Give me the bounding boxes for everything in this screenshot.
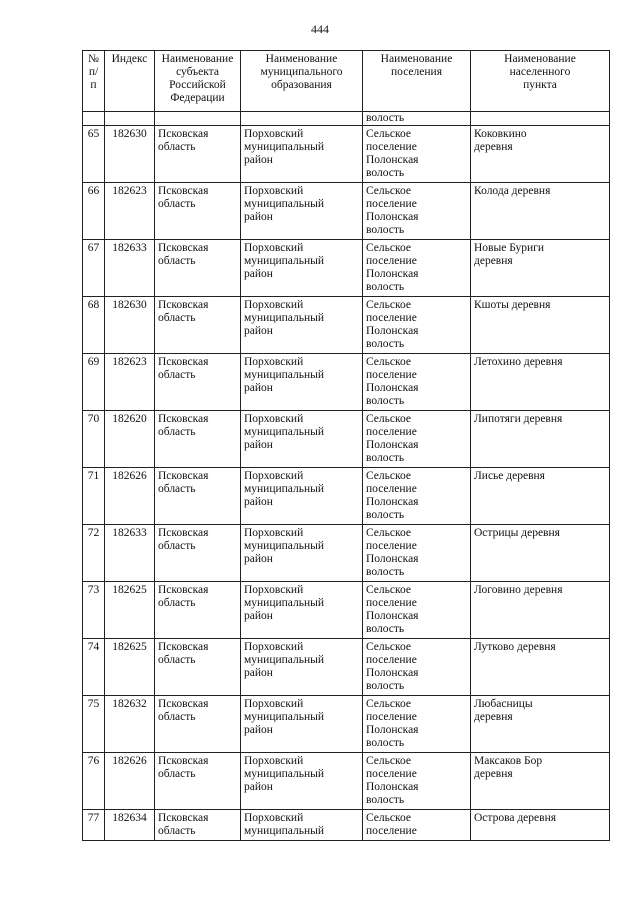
cell-line: Псковская [158, 356, 209, 368]
table-row [83, 810, 610, 841]
table-row [83, 183, 610, 240]
cell-line: деревня [474, 255, 513, 267]
row-settlement [363, 582, 471, 639]
cell-line: район [244, 268, 273, 280]
cell-line: Порховский [244, 755, 304, 767]
cell-line: Псковская [158, 698, 209, 710]
cell-line: муниципальный [244, 654, 325, 666]
cell-line: Сельское [366, 812, 412, 824]
row-locality [471, 126, 610, 183]
cell-line: муниципальный [244, 825, 325, 837]
row-subject [155, 297, 241, 354]
cell-line: Сельское [366, 698, 412, 710]
row-num: 70 [83, 411, 105, 468]
row-locality [471, 696, 610, 753]
cell-line: волость [366, 167, 405, 179]
cell-line: район [244, 154, 273, 166]
cell-line: волость [366, 509, 405, 521]
cell-line: Порховский [244, 299, 304, 311]
row-subject [155, 411, 241, 468]
cell-line: Федерации [170, 92, 225, 104]
cell-line: муниципальный [244, 597, 325, 609]
cell-line: муниципальный [244, 198, 325, 210]
row-subject [155, 126, 241, 183]
cell-line: Коковкино [474, 128, 527, 140]
cell-line: волость [366, 623, 405, 635]
row-subject [155, 582, 241, 639]
cell-line: Псковская [158, 470, 209, 482]
row-subject [155, 354, 241, 411]
cell-line: область [158, 654, 196, 666]
cell-line: субъекта [176, 66, 219, 78]
cell-line: Полонская [366, 154, 419, 166]
table-row [83, 753, 610, 810]
row-settlement [363, 468, 471, 525]
row-settlement [363, 810, 471, 841]
cell-line: поселение [366, 711, 417, 723]
header-locality [471, 51, 610, 112]
row-settlement [363, 297, 471, 354]
cell-line: Логовино деревня [474, 584, 563, 596]
table-row [83, 126, 610, 183]
cell-line: Полонская [366, 439, 419, 451]
cell-line: Псковская [158, 299, 209, 311]
header-num [83, 51, 105, 112]
table-row [83, 297, 610, 354]
header-index [105, 51, 155, 112]
cell-line: Полонская [366, 382, 419, 394]
cell-line: пункта [523, 79, 557, 91]
cell-line: Лутково деревня [474, 641, 556, 653]
cell-line: область [158, 768, 196, 780]
row-locality [471, 183, 610, 240]
cell-line: поселение [366, 825, 417, 837]
cell-line: поселение [366, 141, 417, 153]
cell-line: Порховский [244, 242, 304, 254]
cell-line: поселение [366, 768, 417, 780]
cell-line: муниципальный [244, 369, 325, 381]
row-municipality [241, 183, 363, 240]
header-subject [155, 51, 241, 112]
row-locality [471, 582, 610, 639]
cell-line: Полонская [366, 553, 419, 565]
cell-line: область [158, 198, 196, 210]
continuation-settlement [363, 112, 471, 126]
cell-line: Псковская [158, 527, 209, 539]
cell-line: поселение [366, 654, 417, 666]
cell-line: Острицы деревня [474, 527, 560, 539]
table-row [83, 468, 610, 525]
row-settlement [363, 411, 471, 468]
cell-line: волость [366, 566, 405, 578]
cell-line: волость [366, 395, 405, 407]
row-index: 182630 [105, 126, 155, 183]
cell-line: район [244, 610, 273, 622]
row-index: 182623 [105, 354, 155, 411]
cell-line: Полонская [366, 268, 419, 280]
table-row [83, 696, 610, 753]
row-num: 68 [83, 297, 105, 354]
cell-line: район [244, 667, 273, 679]
cell-line: волость [366, 680, 405, 692]
cell-line: п/п [88, 66, 99, 91]
cell-line: Наименование [161, 53, 234, 65]
row-index: 182633 [105, 240, 155, 297]
cell-line: муниципального [260, 66, 343, 78]
header-settlement [363, 51, 471, 112]
cell-line: поселение [366, 198, 417, 210]
cell-line: Кшоты деревня [474, 299, 551, 311]
cell-line: Порховский [244, 641, 304, 653]
row-municipality [241, 639, 363, 696]
cell-line: деревня [474, 768, 513, 780]
cell-line: Порховский [244, 413, 304, 425]
cell-line: муниципальный [244, 255, 325, 267]
cell-line: Порховский [244, 185, 304, 197]
row-subject [155, 468, 241, 525]
cell-line: Порховский [244, 356, 304, 368]
row-locality [471, 810, 610, 841]
row-num: 71 [83, 468, 105, 525]
cell-line: волость [366, 112, 405, 124]
cell-line: № [88, 53, 99, 65]
cell-line: муниципальный [244, 141, 325, 153]
row-municipality [241, 297, 363, 354]
cell-line: муниципальный [244, 711, 325, 723]
cell-line: Наименование [380, 53, 453, 65]
cell-line: волость [366, 338, 405, 350]
row-subject [155, 525, 241, 582]
table-row [83, 582, 610, 639]
cell-line: поселение [366, 540, 417, 552]
row-settlement [363, 525, 471, 582]
cell-line: область [158, 597, 196, 609]
row-municipality [241, 354, 363, 411]
continuation-row [83, 112, 610, 126]
cell-line: область [158, 255, 196, 267]
cell-line: район [244, 211, 273, 223]
cell-line: поселения [391, 66, 442, 78]
cell-line: поселение [366, 483, 417, 495]
cell-line: Новые Буриги [474, 242, 545, 254]
cell-line: область [158, 312, 196, 324]
cell-line: Порховский [244, 812, 304, 824]
cell-line: поселение [366, 255, 417, 267]
row-municipality [241, 126, 363, 183]
table-row [83, 354, 610, 411]
cell-line: Полонская [366, 781, 419, 793]
row-municipality [241, 525, 363, 582]
cell-line: область [158, 825, 196, 837]
cell-line: Полонская [366, 724, 419, 736]
row-index: 182623 [105, 183, 155, 240]
cell-line: поселение [366, 312, 417, 324]
cell-line: Индекс [111, 53, 148, 65]
cell-line: Сельское [366, 128, 412, 140]
cell-line: район [244, 325, 273, 337]
cell-line: муниципальный [244, 483, 325, 495]
row-locality [471, 753, 610, 810]
cell-line: Порховский [244, 470, 304, 482]
table-header [83, 51, 610, 112]
cell-line: район [244, 553, 273, 565]
cell-line: поселение [366, 426, 417, 438]
cell-line: Сельское [366, 242, 412, 254]
row-subject [155, 696, 241, 753]
row-index: 182626 [105, 753, 155, 810]
cell-line: область [158, 711, 196, 723]
cell-line: волость [366, 794, 405, 806]
row-municipality [241, 468, 363, 525]
cell-line: Сельское [366, 413, 412, 425]
row-subject [155, 810, 241, 841]
cell-line: Полонская [366, 325, 419, 337]
cell-line: Сельское [366, 527, 412, 539]
row-index: 182626 [105, 468, 155, 525]
cell-line: Псковская [158, 128, 209, 140]
row-settlement [363, 753, 471, 810]
cell-line: Полонская [366, 496, 419, 508]
row-index: 182620 [105, 411, 155, 468]
cell-line: Летохино деревня [474, 356, 563, 368]
cell-line: Псковская [158, 413, 209, 425]
row-num: 69 [83, 354, 105, 411]
cell-line: Порховский [244, 527, 304, 539]
row-settlement [363, 354, 471, 411]
row-index: 182633 [105, 525, 155, 582]
cell-line: Любасницы [474, 698, 533, 710]
cell-line: Порховский [244, 128, 304, 140]
row-locality [471, 639, 610, 696]
cell-line: Сельское [366, 755, 412, 767]
row-num: 67 [83, 240, 105, 297]
cell-line: Липотяги деревня [474, 413, 563, 425]
cell-line: Колода деревня [474, 185, 551, 197]
cell-line: Псковская [158, 812, 209, 824]
row-settlement [363, 240, 471, 297]
cell-line: волость [366, 452, 405, 464]
cell-line: Сельское [366, 185, 412, 197]
row-locality [471, 297, 610, 354]
cell-line: область [158, 141, 196, 153]
cell-line: муниципальный [244, 426, 325, 438]
row-subject [155, 753, 241, 810]
row-num: 65 [83, 126, 105, 183]
row-settlement [363, 639, 471, 696]
row-index: 182634 [105, 810, 155, 841]
cell-line: поселение [366, 597, 417, 609]
row-municipality [241, 696, 363, 753]
cell-line: Псковская [158, 584, 209, 596]
cell-line: Псковская [158, 185, 209, 197]
cell-line: Лисье деревня [474, 470, 545, 482]
row-locality [471, 411, 610, 468]
cell-line: Порховский [244, 698, 304, 710]
cell-line: Максаков Бор [474, 755, 543, 767]
row-subject [155, 183, 241, 240]
cell-line: Сельское [366, 356, 412, 368]
cell-line: Псковская [158, 755, 209, 767]
row-municipality [241, 240, 363, 297]
row-num: 66 [83, 183, 105, 240]
cell-line: муниципальный [244, 540, 325, 552]
table-row [83, 525, 610, 582]
row-locality [471, 354, 610, 411]
cell-line: деревня [474, 711, 513, 723]
cell-line: Порховский [244, 584, 304, 596]
row-locality [471, 468, 610, 525]
row-num: 74 [83, 639, 105, 696]
cell-line: Сельское [366, 641, 412, 653]
cell-line: Сельское [366, 584, 412, 596]
cell-line: область [158, 369, 196, 381]
cell-line: Полонская [366, 667, 419, 679]
row-locality [471, 240, 610, 297]
row-num: 75 [83, 696, 105, 753]
cell-line: деревня [474, 141, 513, 153]
header-municipality [241, 51, 363, 112]
cell-line: район [244, 496, 273, 508]
row-municipality [241, 411, 363, 468]
cell-line: район [244, 439, 273, 451]
row-settlement [363, 696, 471, 753]
cell-line: Наименование [504, 53, 576, 65]
cell-line: область [158, 426, 196, 438]
row-settlement [363, 183, 471, 240]
row-num: 73 [83, 582, 105, 639]
cell-line: Полонская [366, 211, 419, 223]
cell-line: Полонская [366, 610, 419, 622]
cell-line: Сельское [366, 470, 412, 482]
table-row [83, 639, 610, 696]
cell-line: район [244, 781, 273, 793]
cell-line: район [244, 724, 273, 736]
row-municipality [241, 582, 363, 639]
cell-line: образования [271, 79, 332, 91]
cell-line: населенного [509, 66, 571, 78]
row-index: 182625 [105, 639, 155, 696]
settlements-table [82, 50, 610, 841]
cell-line: Острова деревня [474, 812, 557, 824]
cell-line: область [158, 483, 196, 495]
row-municipality [241, 753, 363, 810]
cell-line: область [158, 540, 196, 552]
row-settlement [363, 126, 471, 183]
cell-line: волость [366, 224, 405, 236]
cell-line: волость [366, 281, 405, 293]
cell-line: Псковская [158, 242, 209, 254]
row-subject [155, 639, 241, 696]
cell-line: Сельское [366, 299, 412, 311]
cell-line: район [244, 382, 273, 394]
cell-line: муниципальный [244, 312, 325, 324]
page-number: 444 [311, 22, 329, 36]
table-row [83, 411, 610, 468]
table-body [83, 112, 610, 841]
row-index: 182630 [105, 297, 155, 354]
row-num: 72 [83, 525, 105, 582]
cell-line: Российской [169, 79, 226, 91]
cell-line: муниципальный [244, 768, 325, 780]
row-municipality [241, 810, 363, 841]
row-num: 76 [83, 753, 105, 810]
row-index: 182625 [105, 582, 155, 639]
cell-line: Псковская [158, 641, 209, 653]
row-num: 77 [83, 810, 105, 841]
table-row [83, 240, 610, 297]
cell-line: поселение [366, 369, 417, 381]
row-subject [155, 240, 241, 297]
cell-line: волость [366, 737, 405, 749]
row-index: 182632 [105, 696, 155, 753]
cell-line: Наименование [265, 53, 338, 65]
row-locality [471, 525, 610, 582]
